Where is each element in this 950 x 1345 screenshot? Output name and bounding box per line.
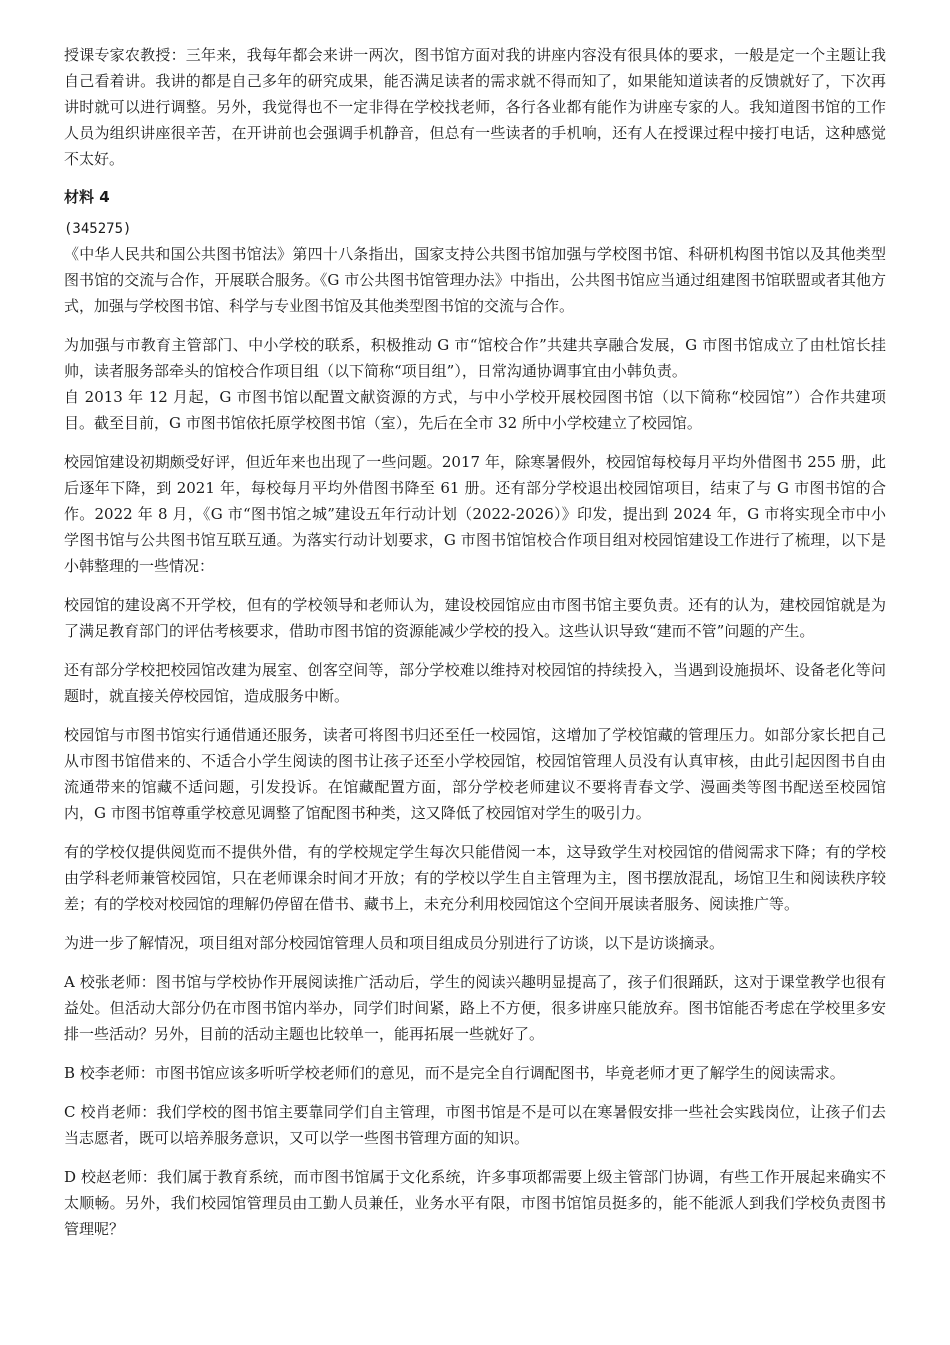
paragraph-interview-intro: 为进一步了解情况，项目组对部分校园馆管理人员和项目组成员分别进行了访谈，以下是访谈摘录。: [64, 934, 725, 952]
paragraph-build-not-manage: 校园馆的建设离不开学校，但有的学校领导和老师认为，建设校园馆应由市图书馆主要负责。还有的认为，建校园馆就是为了满足教育部门的评估考核要求，借助市图书馆的资源能减少学校的投入。这些认识导致“建而不管”问题的产生。: [64, 596, 886, 640]
paragraph-access-issues: 有的学校仅提供阅览而不提供外借，有的学校规定学生每次只能借阅一本，这导致学生对校园馆的借阅需求下降；有的学校由学科老师兼管校园馆，只在老师课余时间才开放；有的学校以学生自主管理为主，图书摆放混乱，场馆卫生和阅读秩序较差；有的学校对校园馆的理解仍停留在借书、藏书上，未充分利用校园馆这个空间开展读者服务、阅读推广等。: [64, 843, 886, 913]
section-title: 材料 4: [64, 188, 110, 206]
paragraph-interview-d: D 校赵老师：我们属于教育系统，而市图书馆属于文化系统，许多事项都需要上级主管部门协调，有些工作开展起来确实不太顺畅。另外，我们校园馆管理员由工勤人员兼任，业务水平有限，市图书馆馆员挺多的，能不能派人到我们学校负责图书管理呢？: [64, 1168, 886, 1238]
paragraph-borrowing-decline: 校园馆建设初期颇受好评，但近年来也出现了一些问题。2017 年，除寒暑假外，校园馆每校每月平均外借图书 255 册，此后逐年下降，到 2021 年，每校每月平均外借图书降至 61 册。还有部分学校退出校园馆项目，结束了与 G 市图书馆的合作。2022 年 8 月，《G 市“图书馆之城”建设五年行动计划（2022-2026）》印发，提出到 2024 年，G 市将实现全市中小学图书馆与公共图书馆互联互通。为落实行动计划要求，G 市图书馆馆校合作项目组对校园馆建设工作进行了梳理，以下是小韩整理的一些情况：: [64, 453, 886, 575]
paragraph-law-citation: 《中华人民共和国公共图书馆法》第四十八条指出，国家支持公共图书馆加强与学校图书馆、科研机构图书馆以及其他类型图书馆的交流与合作，开展联合服务。《G 市公共图书馆管理办法》中指出，公共图书馆应当通过组建图书馆联盟或者其他方式，加强与学校图书馆、科学与专业图书馆及其他类型图书馆的交流与合作。: [64, 245, 886, 315]
paragraph-campus-library-setup: 自 2013 年 12 月起，G 市图书馆以配置文献资源的方式，与中小学校开展校园图书馆（以下简称“校园馆”）合作共建项目。截至目前，G 市图书馆依托原学校图书馆（室），先后在全市 32 所中小学校建立了校园馆。: [64, 388, 886, 432]
paragraph-interview-a: A 校张老师：图书馆与学校协作开展阅读推广活动后，学生的阅读兴趣明显提高了，孩子们很踊跃，这对于课堂教学也很有益处。但活动大部分仍在市图书馆内举办，同学们时间紧，路上不方便，很多讲座只能放弃。图书馆能否考虑在学校里多安排一些活动？另外，目前的活动主题也比较单一，能再拓展一些就好了。: [64, 973, 886, 1043]
section-code: (345275): [64, 221, 132, 237]
paragraph-service-interruption: 还有部分学校把校园馆改建为展室、创客空间等，部分学校难以维持对校园馆的持续投入，当遇到设施损坏、设备老化等问题时，就直接关停校园馆，造成服务中断。: [64, 661, 886, 705]
paragraph-interview-b: B 校李老师：市图书馆应该多听听学校老师们的意见，而不是完全自行调配图书，毕竟老师才更了解学生的阅读需求。: [64, 1064, 845, 1082]
paragraph-interview-c: C 校肖老师：我们学校的图书馆主要靠同学们自主管理，市图书馆是不是可以在寒暑假安排一些社会实践岗位，让孩子们去当志愿者，既可以培养服务意识，又可以学一些图书管理方面的知识。: [64, 1103, 886, 1147]
paragraph-expert-interview: 授课专家农教授：三年来，我每年都会来讲一两次，图书馆方面对我的讲座内容没有很具体的要求，一般是定一个主题让我自己看着讲。我讲的都是自己多年的研究成果，能否满足读者的需求就不得而知了，如果能知道读者的反馈就好了，下次再讲时就可以进行调整。另外，我觉得也不一定非得在学校找老师，各行各业都有能作为讲座专家的人。我知道图书馆的工作人员为组织讲座很辛苦，在开讲前也会强调手机静音，但总有一些读者的手机响，还有人在授课过程中接打电话，这种感觉不太好。: [64, 46, 886, 168]
paragraph-project-group: 为加强与市教育主管部门、中小学校的联系，积极推动 G 市“馆校合作”共建共享融合发展，G 市图书馆成立了由杜馆长挂帅，读者服务部牵头的馆校合作项目组（以下简称“项目组”），日常沟通协调事宜由小韩负责。: [64, 336, 886, 380]
document-page: [64, 42, 886, 1255]
paragraph-collection-pressure: 校园馆与市图书馆实行通借通还服务，读者可将图书归还至任一校园馆，这增加了学校馆藏的管理压力。如部分家长把自己从市图书馆借来的、不适合小学生阅读的图书让孩子还至小学校园馆，校园馆管理人员没有认真审核，由此引起因图书自由流通带来的馆藏不适问题，引发投诉。在馆藏配置方面，部分学校老师建议不要将青春文学、漫画类等图书配送至校园馆内，G 市图书馆尊重学校意见调整了馆配图书种类，这又降低了校园馆对学生的吸引力。: [64, 726, 886, 822]
